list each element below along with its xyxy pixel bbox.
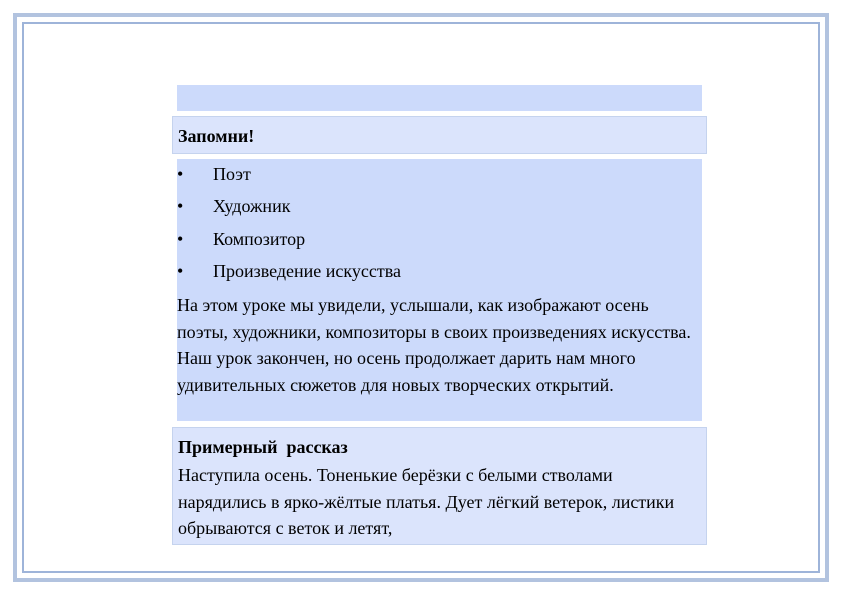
bullet-icon: • bbox=[177, 164, 184, 184]
story-box bbox=[172, 427, 707, 545]
bullet-icon: • bbox=[177, 260, 184, 281]
lesson-summary-paragraph: На этом уроке мы увидели, услышали, как изображают осень поэты, художники, композиторы в своих произведениях искусства. Наш урок закончен, но осень продолжает дарить нам много удивительных сюжетов для новых творческих открытий. bbox=[177, 295, 691, 395]
list-item-label: Поэт bbox=[213, 164, 251, 184]
bullet-icon: • bbox=[177, 196, 184, 217]
story-title: Примерный рассказ bbox=[178, 437, 348, 457]
story-text: Наступила осень. Тоненькие берёзки с белыми стволами нарядились в ярко-жёлтые платья. Дует лёгкий ветерок, листики обрываются с веток и летят, bbox=[178, 465, 675, 538]
bullet-icon: • bbox=[177, 228, 184, 249]
summary-box bbox=[177, 159, 702, 421]
list-item-label: Произведение искусства bbox=[213, 260, 401, 281]
list-item-label: Художник bbox=[213, 196, 291, 217]
remember-box bbox=[172, 116, 707, 154]
top-color-band bbox=[177, 85, 702, 111]
list-item-label: Композитор bbox=[213, 228, 306, 249]
remember-title: Запомни! bbox=[178, 126, 255, 146]
